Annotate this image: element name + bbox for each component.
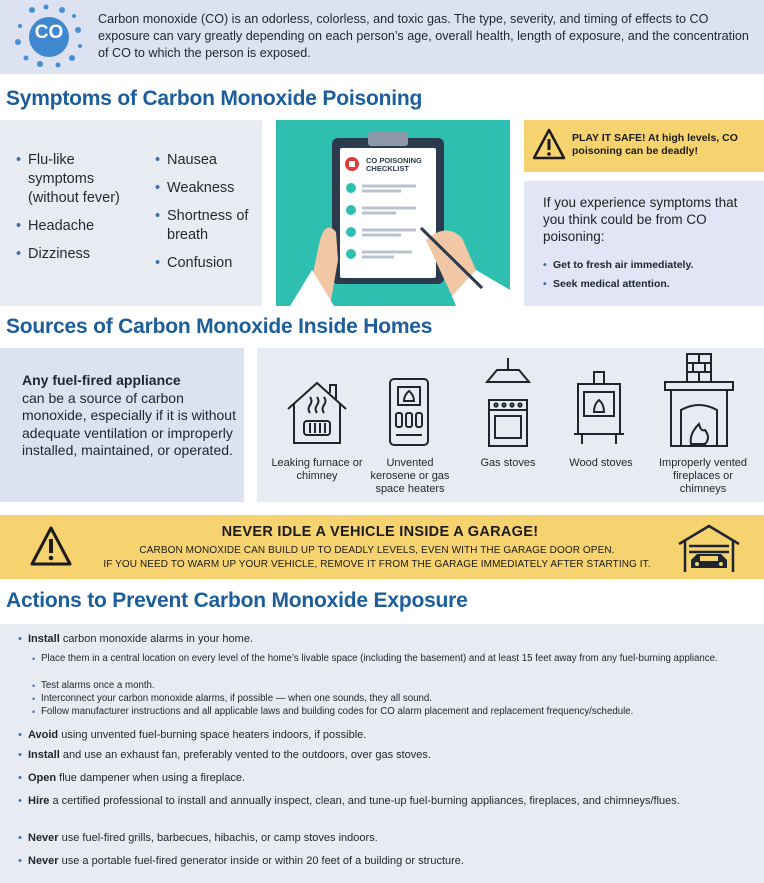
garage-line-2: IF YOU NEED TO WARM UP YOUR VEHICLE, REMOVE IT FROM THE GARAGE IMMEDIATELY AFTER STARTING IT. bbox=[103, 559, 651, 570]
list-item: • Seek medical attention. bbox=[543, 278, 693, 290]
warning-triangle-icon bbox=[532, 128, 566, 162]
garage-line-1: CARBON MONOXIDE CAN BUILD UP TO DEADLY LEVELS, EVEN WITH THE GARAGE DOOR OPEN. bbox=[139, 545, 615, 556]
advice-list bbox=[543, 259, 693, 297]
clipboard-checklist-icon bbox=[276, 120, 510, 306]
garage-warning-banner bbox=[0, 515, 764, 579]
list-item: • Weakness bbox=[155, 179, 259, 198]
play-it-safe-warning bbox=[524, 120, 764, 172]
list-item: • Get to fresh air immediately. bbox=[543, 259, 693, 271]
symptoms-list-right bbox=[155, 151, 259, 282]
source-label: Improperly vented fireplaces or chimneys bbox=[658, 457, 748, 495]
intro-text: Carbon monoxide (CO) is an odorless, colorless, and toxic gas. The type, severity, and timing of effects to CO exposure can vary greatly depending on each person’s age, overall health, length of exposure, and the concentration of CO to which the person is exposed. bbox=[98, 12, 749, 60]
action-item: • Never use a portable fuel-fired generator inside or within 20 feet of a building or structure. bbox=[18, 854, 748, 868]
warning-text: PLAY IT SAFE! At high levels, CO poisoning can be deadly! bbox=[572, 132, 738, 157]
list-item: • Nausea bbox=[155, 151, 259, 170]
actions-heading: Actions to Prevent Carbon Monoxide Exposure bbox=[6, 589, 468, 612]
action-item: • Never use fuel-fired grills, barbecues, hibachis, or camp stoves indoors. bbox=[18, 831, 748, 845]
list-item: • Flu-like symptoms (without fever) bbox=[16, 151, 142, 208]
source-label: Leaking furnace or chimney bbox=[271, 457, 363, 482]
source-label: Wood stoves bbox=[569, 457, 633, 469]
advice-panel bbox=[524, 181, 764, 306]
symptoms-list-panel bbox=[0, 120, 262, 306]
sources-panel bbox=[257, 348, 764, 502]
fuel-appliance-panel bbox=[0, 348, 244, 502]
warning-triangle-icon bbox=[29, 525, 73, 569]
sub-item: • Place them in a central location on every level of the home’s livable space (including the basement) and at least 15 feet away from any fuel-burning appliance. bbox=[32, 653, 741, 666]
list-item: • Headache bbox=[16, 217, 142, 236]
garage-title: NEVER IDLE A VEHICLE INSIDE A GARAGE! bbox=[221, 524, 539, 540]
symptoms-list-left bbox=[16, 151, 142, 273]
source-label: Gas stoves bbox=[480, 457, 536, 469]
advice-text: If you experience symptoms that you think could be from CO poisoning: bbox=[543, 195, 738, 244]
garage-car-icon bbox=[676, 522, 742, 574]
sub-item: • Test alarms once a month. bbox=[32, 680, 741, 693]
co-badge-text: CO bbox=[34, 22, 64, 43]
actions-panel bbox=[0, 624, 764, 883]
space-heater-icon bbox=[384, 375, 434, 449]
action-item: • Install carbon monoxide alarms in your home. bbox=[18, 632, 748, 646]
action-item: • Hire a certified professional to install and annually inspect, clean, and tune-up fuel-burning appliances, fireplaces, and chimneys/flues. bbox=[18, 794, 748, 808]
fuel-appliance-text: Any fuel-fired appliance can be a source of carbon monoxide, especially if it is without adequate ventilation or improperly installed, maintained, or operated. bbox=[22, 372, 236, 458]
list-item: • Shortness of breath bbox=[155, 207, 259, 245]
checklist-title: CO POISONING CHECKLIST bbox=[366, 156, 422, 173]
sub-item: • Interconnect your carbon monoxide alarms, if possible — when one sounds, they all sound. bbox=[32, 693, 741, 706]
wood-stove-icon bbox=[570, 370, 628, 448]
sources-heading: Sources of Carbon Monoxide Inside Homes bbox=[6, 315, 433, 338]
gas-stove-icon bbox=[479, 356, 537, 452]
fireplace-icon bbox=[661, 352, 737, 450]
source-label: Unvented kerosene or gas space heaters bbox=[370, 457, 450, 495]
action-item: • Open flue dampener when using a fireplace. bbox=[18, 771, 748, 785]
symptoms-heading: Symptoms of Carbon Monoxide Poisoning bbox=[6, 87, 423, 110]
list-item: • Dizziness bbox=[16, 245, 142, 264]
sub-item: • Follow manufacturer instructions and all applicable laws and building codes for CO alarm placement and replacement frequency/schedule. bbox=[32, 706, 741, 719]
checklist-illustration bbox=[276, 120, 510, 306]
list-item: • Confusion bbox=[155, 254, 259, 273]
action-item: • Install and use an exhaust fan, preferably vented to the outdoors, over gas stoves. bbox=[18, 748, 748, 762]
intro-banner bbox=[0, 0, 764, 74]
house-furnace-icon bbox=[282, 373, 352, 449]
action-item: • Avoid using unvented fuel-burning space heaters indoors, if possible. bbox=[18, 728, 748, 742]
